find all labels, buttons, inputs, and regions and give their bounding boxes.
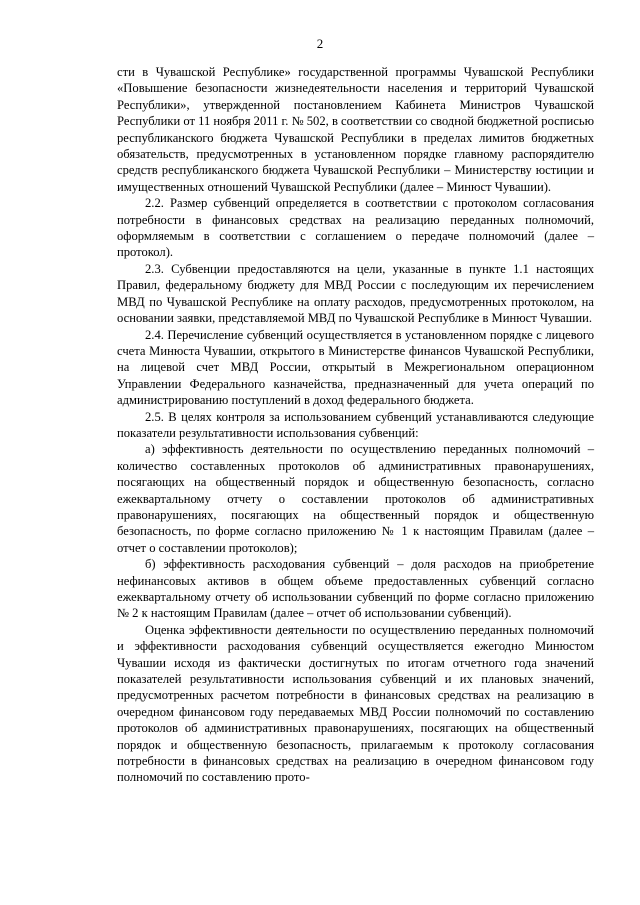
paragraph-2-3: 2.3. Субвенции предоставляются на цели, указанные в пункте 1.1 настоящих Правил, федеральному бюджету для МВД России с последующим их перечислением МВД по Чувашской Республике на оплату расходов, предусмотренных протоколом, на основании заявки, представляемой МВД по Чувашской Республике в Минюст Чувашии. (117, 261, 594, 326)
paragraph-intro-continuation: сти в Чувашской Республике» государственной программы Чувашской Республики «Повышение безопасности жизнедеятельности населения и территорий Чувашской Республики», утвержденной постановлением Кабинета Министров Чувашской Республики от 11 ноября 2011 г. № 502, в соответствии со сводной бюджетной росписью республиканского бюджета Чувашской Республики в пределах лимитов бюджетных обязательств, предусмотренных в установленном порядке главному распорядителю средств республиканского бюджета Чувашской Республики – Министерству юстиции и имущественных отношений Чувашской Республики (далее – Минюст Чувашии). (117, 65, 594, 194)
document-body (117, 64, 594, 786)
paragraph-2-5-b: б) эффективность расходования субвенций – доля расходов на приобретение нефинансовых активов в общем объеме предоставленных субвенций согласно ежеквартальному отчету об использовании субвенций по форме согласно приложению № 2 к настоящим Правилам (далее – отчет об использовании субвенций). (117, 557, 594, 621)
paragraph-evaluation: Оценка эффективности деятельности по осуществлению переданных полномочий и эффективности расходования субвенций осуществляется ежегодно Минюстом Чувашии исходя из фактически достигнутых по итогам отчетного года значений показателей результативности использования субвенций и их плановых значений, предусмотренных расчетом потребности в финансовых средствах на реализацию в очередном финансовом году передаваемых МВД России полномочий по составлению протоколов об административных правонарушениях, посягающих на общественный порядок и общественную безопасность, прилагаемым к протоколу согласования потребности в финансовых средствах на реализацию в очередном финансовом году полномочий по составлению прото- (117, 622, 594, 785)
paragraph-2-2: 2.2. Размер субвенций определяется в соответствии с протоколом согласования потребности в финансовых средствах на реализацию переданных полномочий, оформляемым в соответствии с соглашением о передаче полномочий (далее – протокол). (117, 196, 594, 260)
page-number: 2 (316, 36, 324, 51)
paragraph-2-5-a: а) эффективность деятельности по осуществлению переданных полномочий – количество составленных протоколов об административных правонарушениях, посягающих на общественный порядок и общественную безопасность, согласно ежеквартальному отчету о составлении протоколов об административных правонарушениях, посягающих на общественный порядок и общественную безопасность, по форме согласно приложению № 1 к настоящим Правилам (далее – отчет о составлении протоколов); (117, 442, 594, 555)
paragraph-2-4: 2.4. Перечисление субвенций осуществляется в установленном порядке с лицевого счета Минюста Чувашии, открытого в Министерстве финансов Чувашской Республики, на лицевой счет МВД России, открытый в Межрегиональном операционном Управлении Федерального казначейства, предназначенный для учета операций по администрированию поступлений в доход федерального бюджета. (117, 327, 594, 408)
paragraph-2-5: 2.5. В целях контроля за использованием субвенций устанавливаются следующие показатели результативности использования субвенций: (117, 409, 594, 440)
